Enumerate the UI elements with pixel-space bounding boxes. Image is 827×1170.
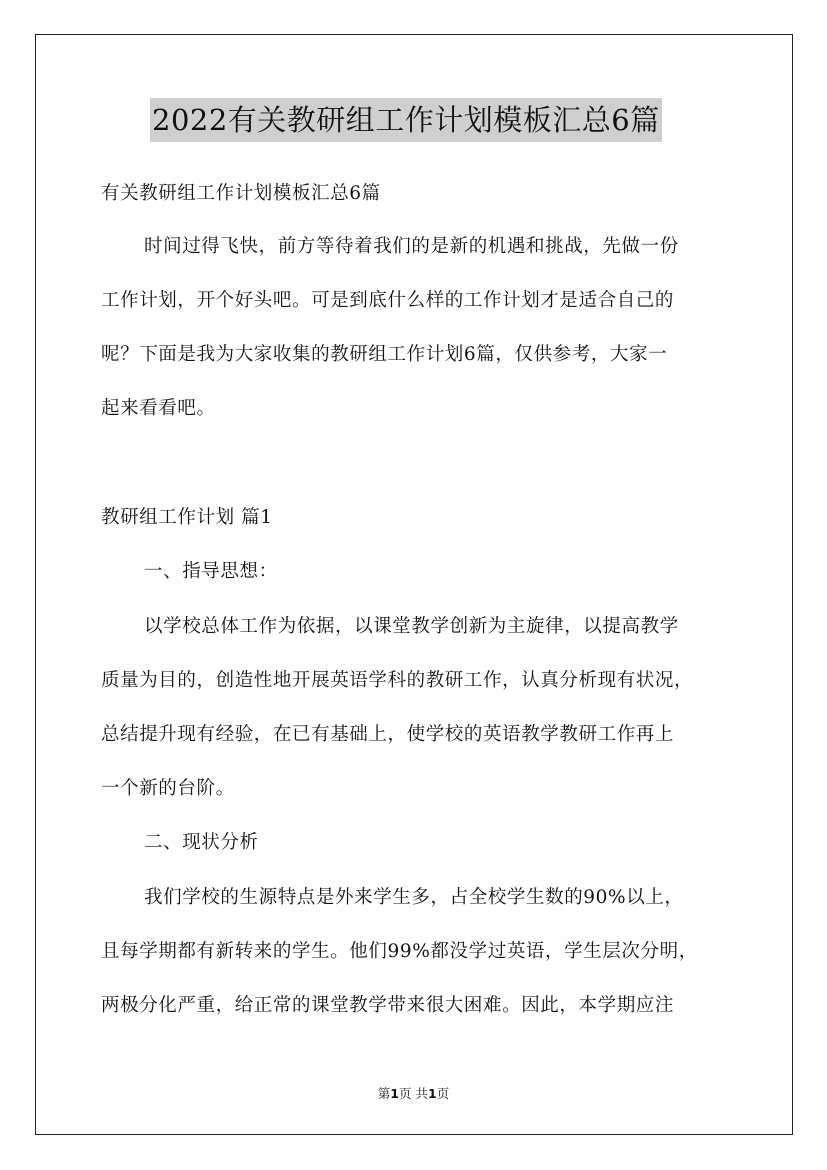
footer-page-current: 1 xyxy=(390,1086,399,1101)
footer-prefix: 第 xyxy=(377,1086,391,1101)
intro-line-4: 起来看看吧。 xyxy=(101,398,216,419)
intro-line-2: 工作计划，开个好头吧。可是到底什么样的工作计划才是适合自己的 xyxy=(101,290,675,311)
part1-line-1: 以学校总体工作为依据，以课堂教学创新为主旋律，以提高教学 xyxy=(144,616,679,637)
document-subtitle: 有关教研组工作计划模板汇总6篇 xyxy=(101,183,381,204)
part2-heading: 二、现状分析 xyxy=(144,832,259,853)
part1-line-4: 一个新的台阶。 xyxy=(101,778,235,799)
footer-page-total: 1 xyxy=(427,1086,437,1101)
section-heading: 教研组工作计划 篇1 xyxy=(101,507,273,528)
document-title: 2022有关教研组工作计划模板汇总6篇 xyxy=(150,98,662,142)
part2-line-1: 我们学校的生源特点是外来学生多，占全校学生数的90%以上， xyxy=(144,887,684,908)
part2-line-3: 两极分化严重，给正常的课堂教学带来很大困难。因此，本学期应注 xyxy=(101,995,675,1016)
intro-line-3: 呢？下面是我为大家收集的教研组工作计划6篇，仅供参考，大家一 xyxy=(101,344,668,365)
part1-heading: 一、指导思想： xyxy=(144,561,278,582)
part1-line-3: 总结提升现有经验，在已有基础上，使学校的英语教学教研工作再上 xyxy=(101,724,675,745)
part2-line-2: 且每学期都有新转来的学生。他们99%都没学过英语，学生层次分明， xyxy=(101,941,698,962)
page-footer xyxy=(0,1084,827,1102)
footer-suffix: 页 xyxy=(436,1086,450,1101)
footer-mid: 页 共 xyxy=(399,1086,428,1101)
part1-line-2: 质量为目的，创造性地开展英语学科的教研工作，认真分析现有状况， xyxy=(101,670,694,691)
intro-line-1: 时间过得飞快，前方等待着我们的是新的机遇和挑战，先做一份 xyxy=(144,236,679,257)
